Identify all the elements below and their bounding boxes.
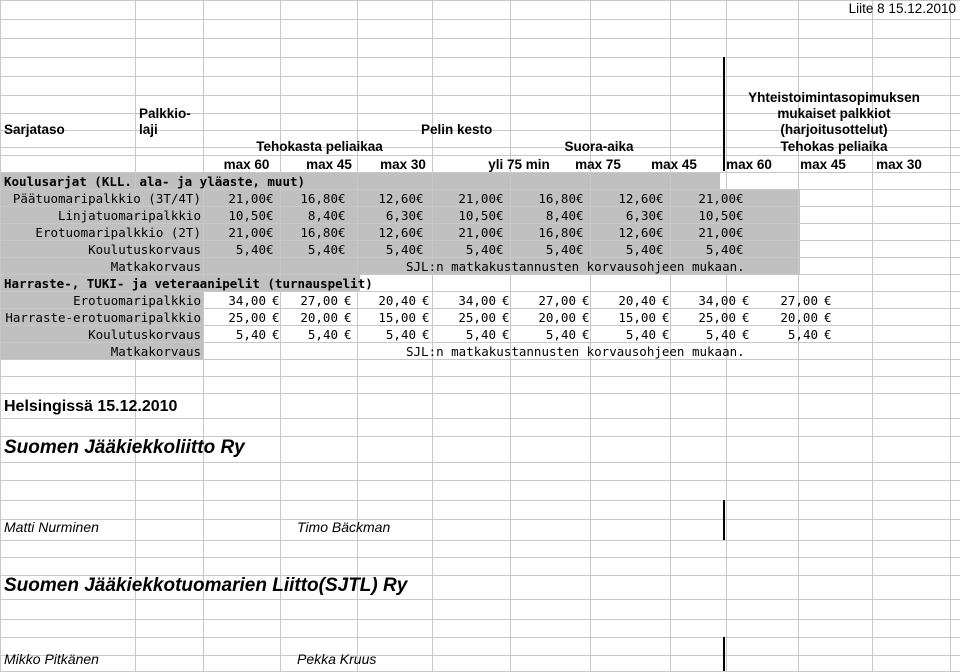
euro-sign: € (422, 310, 430, 325)
euro-sign: € (338, 242, 346, 257)
section2-cell-value: 34,00 (698, 293, 736, 308)
hline-34 (0, 619, 960, 620)
org-2: Suomen Jääkiekkotuomarien Liitto(SJTL) Ry (4, 575, 408, 596)
hline-35 (0, 637, 960, 638)
euro-sign: € (576, 225, 584, 240)
section1-row-label: Päätuomaripalkkio (3T/4T) (12, 191, 201, 206)
euro-sign: € (576, 191, 584, 206)
hline-22 (0, 376, 960, 377)
euro-sign: € (344, 327, 352, 342)
euro-sign: € (266, 191, 274, 206)
hline-2 (0, 38, 960, 39)
thick-sep-1 (723, 57, 725, 171)
header-palkkio-2: laji (139, 122, 158, 137)
section2-cell-value: 5,40 (307, 327, 338, 342)
section1-cell-value: 10,50 (458, 208, 496, 223)
org-1: Suomen Jääkiekkoliitto Ry (4, 437, 245, 458)
section1-cell-value: 12,60 (378, 191, 416, 206)
section2-cell-value: 27,00 (780, 293, 818, 308)
section1-row-label: Koulutuskorvaus (88, 242, 201, 257)
column-header: max 60 (726, 157, 772, 172)
euro-sign: € (736, 191, 744, 206)
euro-sign: € (736, 208, 744, 223)
section1-cell-value: 21,00 (228, 225, 266, 240)
hline-24 (0, 418, 960, 419)
hline-33 (0, 599, 960, 600)
header-suora: Suora-aika (564, 139, 634, 154)
euro-sign: € (742, 327, 750, 342)
section2-row-label: Koulutuskorvaus (88, 327, 201, 342)
signature-1a: Matti Nurminen (4, 519, 99, 535)
section2-cell-value: 25,00 (228, 310, 266, 325)
euro-sign: € (272, 327, 280, 342)
section2-matka-text: SJL:n matkakustannusten korvausohjeen mukaan. (406, 344, 745, 359)
section2-matka-label: Matkakorvaus (110, 344, 201, 359)
section1-cell-value: 12,60 (378, 225, 416, 240)
section1-cell-value: 21,00 (228, 191, 266, 206)
signature-2b: Pekka Kruus (297, 651, 377, 667)
column-header: max 45 (306, 157, 352, 172)
column-header: max 75 (575, 157, 621, 172)
header-pelin-kesto: Pelin kesto (421, 122, 493, 137)
euro-sign: € (824, 293, 832, 308)
euro-sign: € (662, 327, 670, 342)
section1-cell-value: 12,60 (618, 191, 656, 206)
hline-3 (0, 57, 960, 58)
euro-sign: € (416, 225, 424, 240)
section1-cell-value: 8,40 (545, 208, 576, 223)
section2-cell-value: 27,00 (538, 293, 576, 308)
section2-cell-value: 20,40 (378, 293, 416, 308)
euro-sign: € (266, 208, 274, 223)
hline-31 (0, 557, 960, 558)
section1-cell-value: 16,80 (300, 191, 338, 206)
section1-cell-value: 21,00 (458, 191, 496, 206)
header-yht-2: mukaiset palkkiot (777, 106, 891, 121)
column-header: max 30 (380, 157, 426, 172)
section1-cell-value: 6,30 (385, 208, 416, 223)
euro-sign: € (656, 242, 664, 257)
section2-cell-value: 5,40 (545, 327, 576, 342)
section1-cell-value: 21,00 (458, 225, 496, 240)
section2-row-label: Harraste-erotuomaripalkkio (5, 310, 201, 325)
section1-cell-value: 21,00 (698, 225, 736, 240)
euro-sign: € (496, 242, 504, 257)
vline-12 (950, 0, 951, 671)
column-header: max 60 (223, 157, 270, 172)
section1-cell-value: 8,40 (307, 208, 338, 223)
header-tehokas: Tehokas peliaika (780, 139, 888, 154)
section1-cell-value: 16,80 (300, 225, 338, 240)
column-header: max 45 (800, 157, 846, 172)
section2-cell-value: 15,00 (378, 310, 416, 325)
euro-sign: € (272, 293, 280, 308)
euro-sign: € (824, 327, 832, 342)
section2-cell-value: 5,40 (235, 327, 266, 342)
hline-36 (0, 655, 960, 656)
section2-row-label: Erotuomaripalkkio (73, 293, 201, 308)
section1-cell-value: 16,80 (538, 191, 576, 206)
section1-title: Koulusarjat (KLL. ala- ja yläaste, muut) (4, 174, 306, 189)
signature-1b: Timo Bäckman (297, 519, 391, 535)
euro-sign: € (742, 310, 750, 325)
hline-30 (0, 540, 960, 541)
place-date: Helsingissä 15.12.2010 (4, 398, 178, 415)
attachment-label: Liite 8 15.12.2010 (848, 1, 956, 16)
thick-sep-3 (723, 637, 725, 671)
euro-sign: € (736, 242, 744, 257)
euro-sign: € (502, 310, 510, 325)
euro-sign: € (422, 293, 430, 308)
hline-0 (0, 0, 960, 1)
euro-sign: € (266, 242, 274, 257)
header-yht-3: (harjoitusottelut) (780, 122, 888, 137)
section1-cell-value: 5,40 (307, 242, 338, 257)
section2-cell-value: 34,00 (228, 293, 266, 308)
section1-cell-value: 6,30 (625, 208, 656, 223)
section2-cell-value: 20,00 (538, 310, 576, 325)
euro-sign: € (338, 191, 346, 206)
section2-cell-value: 25,00 (458, 310, 496, 325)
section1-cell-value: 5,40 (545, 242, 576, 257)
section2-cell-value: 15,00 (618, 310, 656, 325)
section2-cell-value: 5,40 (787, 327, 818, 342)
section2-cell-value: 5,40 (465, 327, 496, 342)
euro-sign: € (656, 225, 664, 240)
section2-cell-value: 5,40 (705, 327, 736, 342)
euro-sign: € (344, 310, 352, 325)
euro-sign: € (742, 293, 750, 308)
section2-cell-value: 5,40 (625, 327, 656, 342)
euro-sign: € (582, 327, 590, 342)
euro-sign: € (582, 310, 590, 325)
euro-sign: € (662, 310, 670, 325)
header-yht-1: Yhteistoimintasopimuksen (748, 90, 920, 105)
section1-row-label: Linjatuomaripalkkio (58, 208, 201, 223)
euro-sign: € (416, 191, 424, 206)
euro-sign: € (266, 225, 274, 240)
header-palkkio-1: Palkkio- (139, 106, 191, 121)
section1-cell-value: 5,40 (235, 242, 266, 257)
header-sarjataso: Sarjataso (4, 122, 65, 137)
euro-sign: € (656, 208, 664, 223)
euro-sign: € (416, 242, 424, 257)
section2-cell-value: 20,00 (780, 310, 818, 325)
section1-cell-value: 10,50 (698, 208, 736, 223)
section1-cell-value: 21,00 (698, 191, 736, 206)
euro-sign: € (824, 310, 832, 325)
section1-matka-label: Matkakorvaus (110, 259, 201, 274)
euro-sign: € (496, 191, 504, 206)
euro-sign: € (422, 327, 430, 342)
euro-sign: € (272, 310, 280, 325)
hline-1 (0, 19, 960, 20)
euro-sign: € (656, 191, 664, 206)
hline-28 (0, 500, 960, 501)
section1-cell-value: 5,40 (465, 242, 496, 257)
section1-cell-value: 5,40 (385, 242, 416, 257)
section1-row-label: Erotuomaripalkkio (2T) (35, 225, 201, 240)
section2-cell-value: 20,00 (300, 310, 338, 325)
section1-cell-value: 16,80 (538, 225, 576, 240)
section2-cell-value: 34,00 (458, 293, 496, 308)
section1-matka-text: SJL:n matkakustannusten korvausohjeen mukaan. (406, 259, 745, 274)
section1-cell-value: 12,60 (618, 225, 656, 240)
signature-2a: Mikko Pitkänen (4, 651, 99, 667)
section2-title: Harraste-, TUKI- ja veteraanipelit (turnauspelit) (4, 276, 373, 291)
euro-sign: € (338, 208, 346, 223)
hline-26 (0, 462, 960, 463)
section1-cell-value: 5,40 (705, 242, 736, 257)
column-header: max 30 (876, 157, 922, 172)
section2-cell-value: 20,40 (618, 293, 656, 308)
euro-sign: € (338, 225, 346, 240)
euro-sign: € (496, 225, 504, 240)
euro-sign: € (576, 242, 584, 257)
header-tehokasta: Tehokasta peliaikaa (256, 139, 383, 154)
thick-sep-2 (723, 500, 725, 540)
euro-sign: € (576, 208, 584, 223)
column-header: max 45 (651, 157, 697, 172)
euro-sign: € (416, 208, 424, 223)
hline-27 (0, 480, 960, 481)
section1-cell-value: 5,40 (625, 242, 656, 257)
euro-sign: € (502, 327, 510, 342)
euro-sign: € (662, 293, 670, 308)
hline-29 (0, 519, 960, 520)
section1-cell-value: 10,50 (228, 208, 266, 223)
section2-cell-value: 5,40 (385, 327, 416, 342)
section2-cell-value: 27,00 (300, 293, 338, 308)
euro-sign: € (502, 293, 510, 308)
hline-4 (0, 76, 960, 77)
euro-sign: € (736, 225, 744, 240)
euro-sign: € (344, 293, 352, 308)
euro-sign: € (582, 293, 590, 308)
column-header: yli 75 min (488, 157, 550, 172)
euro-sign: € (496, 208, 504, 223)
section2-cell-value: 25,00 (698, 310, 736, 325)
hline-23 (0, 393, 960, 394)
